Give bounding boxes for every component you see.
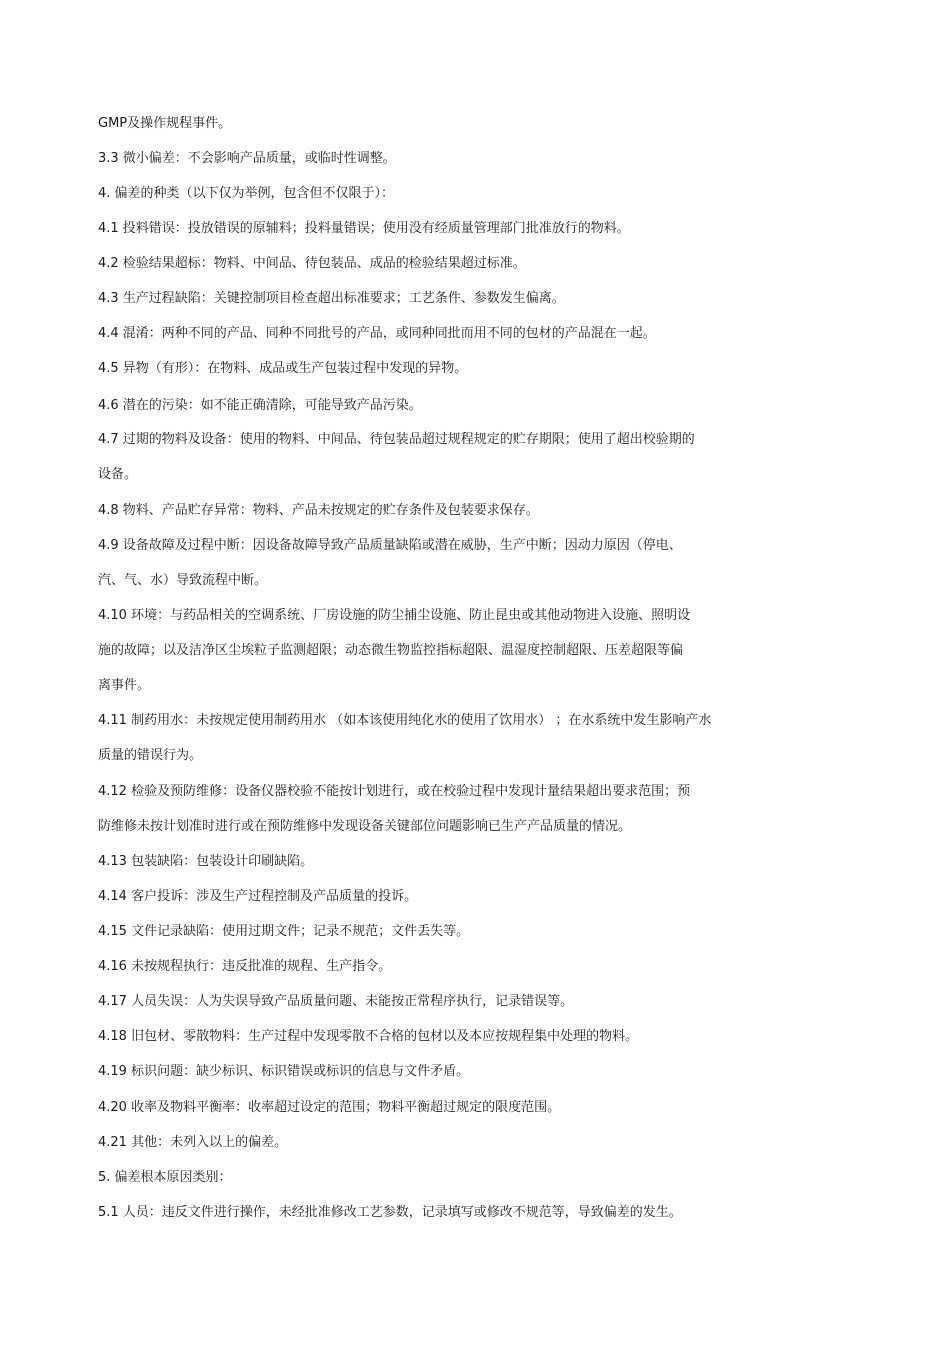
- text-line: 质量的错误行为。: [98, 748, 203, 763]
- text-line: 4.17 人员失误：人为失误导致产品质量问题、未能按正常程序执行，记录错误等。: [98, 994, 574, 1009]
- text-line: 4.3 生产过程缺陷：关键控制项目检查超出标准要求；工艺条件、参数发生偏离。: [98, 291, 565, 306]
- text-line: 4.20 收率及物料平衡率：收率超过设定的范围；物料平衡超过规定的限度范围。: [98, 1100, 561, 1115]
- text-line: 4.15 文件记录缺陷：使用过期文件；记录不规范；文件丢失等。: [98, 924, 470, 939]
- text-line: 4.18 旧包材、零散物料：生产过程中发现零散不合格的包材以及本应按规程集中处理的物料。: [98, 1029, 639, 1044]
- text-line: 4.12 检验及预防维修：设备仪器校验不能按计划进行，或在校验过程中发现计量结果超出要求范围；预: [98, 784, 691, 799]
- text-line: 5.1 人员：违反文件进行操作，未经批准修改工艺参数，记录填写或修改不规范等，导致偏差的发生。: [98, 1205, 682, 1220]
- text-line: 4.7 过期的物料及设备：使用的物料、中间品、待包装品超过规程规定的贮存期限；使用了超出校验期的: [98, 432, 695, 447]
- text-line: 4.13 包装缺陷：包装设计印刷缺陷。: [98, 854, 314, 869]
- text-line: 4.21 其他：未列入以上的偏差。: [98, 1135, 288, 1150]
- text-line: 离事件。: [98, 678, 151, 693]
- text-line: 4.8 物料、产品贮存异常：物料、产品未按规定的贮存条件及包装要求保存。: [98, 503, 539, 518]
- text-line: 4.10 环境：与药品相关的空调系统、厂房设施的防尘捕尘设施、防止昆虫或其他动物进入设施、照明设: [98, 608, 691, 623]
- text-line: 4.19 标识问题：缺少标识、标识错误或标识的信息与文件矛盾。: [98, 1064, 470, 1079]
- text-line: 4.5 异物（有形）：在物料、成品或生产包装过程中发现的异物。: [98, 361, 468, 376]
- section-heading: 5. 偏差根本原因类别：: [98, 1170, 232, 1185]
- text-line: 4.2 检验结果超标：物料、中间品、待包装品、成品的检验结果超过标准。: [98, 256, 526, 271]
- text-line: GMP及操作规程事件。: [98, 116, 232, 131]
- text-line: 防维修未按计划准时进行或在预防维修中发现设备关键部位问题影响已生产产品质量的情况。: [98, 819, 632, 834]
- text-line: 4.14 客户投诉：涉及生产过程控制及产品质量的投诉。: [98, 889, 418, 904]
- text-line: 汽、气、水）导致流程中断。: [98, 573, 268, 588]
- section-heading: 4. 偏差的种类（以下仅为举例，包含但不仅限于）：: [98, 186, 395, 201]
- text-line: 设备。: [98, 467, 138, 482]
- text-line: 3.3 微小偏差：不会影响产品质量，或临时性调整。: [98, 151, 396, 166]
- text-line: 施的故障；以及洁净区尘埃粒子监测超限；动态微生物监控指标超限、温湿度控制超限、压差超限等偏: [98, 643, 684, 658]
- text-line: 4.4 混淆：两种不同的产品、同种不同批号的产品，或同种同批而用不同的包材的产品混在一起。: [98, 326, 656, 341]
- text-line: 4.9 设备故障及过程中断：因设备故障导致产品质量缺陷或潜在威胁，生产中断；因动力原因（停电、: [98, 538, 682, 553]
- text-line: 4.11 制药用水：未按规定使用制药用水 （如本该使用纯化水的使用了饮用水） ；在水系统中发生影响产水: [98, 713, 712, 728]
- text-line: 4.1 投料错误：投放错误的原辅料；投料量错误；使用没有经质量管理部门批准放行的物料。: [98, 221, 630, 236]
- text-line: 4.16 未按规程执行：违反批准的规程、生产指令。: [98, 959, 392, 974]
- text-line: 4.6 潜在的污染：如不能正确清除，可能导致产品污染。: [98, 398, 422, 413]
